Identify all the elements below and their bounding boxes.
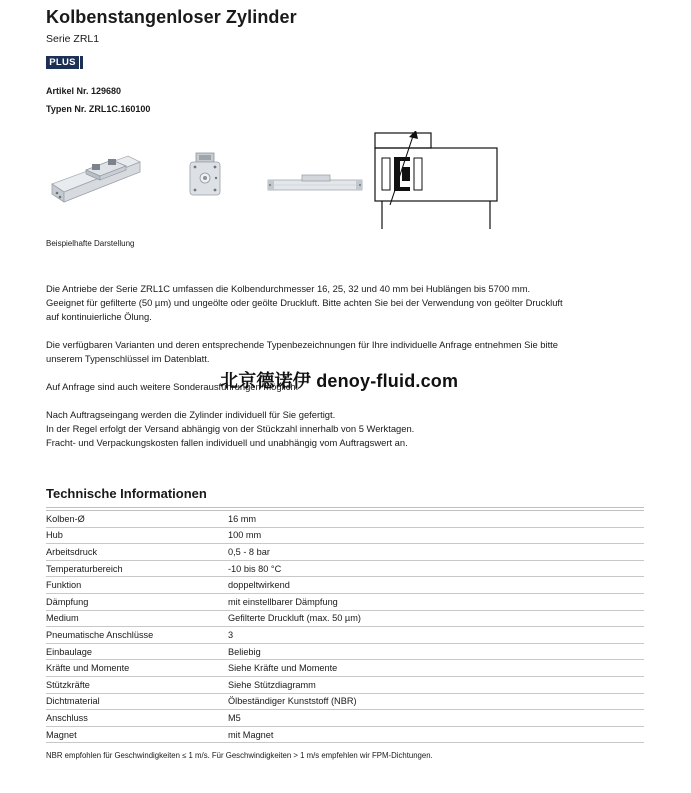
spec-value: Gefilterte Druckluft (max. 50 µm)	[228, 610, 644, 627]
cylinder-isometric-image	[48, 150, 142, 206]
table-row	[46, 693, 644, 710]
description-paragraph-4	[46, 408, 646, 450]
spec-key: Kräfte und Momente	[46, 660, 228, 677]
table-row	[46, 527, 644, 544]
table-row	[46, 593, 644, 610]
spec-key: Temperaturbereich	[46, 560, 228, 577]
description-line: Nach Auftragseingang werden die Zylinder individuell für Sie gefertigt.	[46, 409, 336, 420]
spec-value: 0,5 - 8 bar	[228, 544, 644, 561]
footnote: NBR empfohlen für Geschwindigkeiten ≤ 1 m/s. Für Geschwindigkeiten > 1 m/s empfehlen wir FPM-Dichtungen.	[46, 751, 433, 760]
cylinder-end-view-image	[188, 152, 222, 198]
spec-key: Medium	[46, 610, 228, 627]
spec-key: Magnet	[46, 726, 228, 743]
table-row	[46, 710, 644, 727]
spec-value: 3	[228, 627, 644, 644]
description-line: In der Regel erfolgt der Versand abhängig von der Stückzahl innerhalb von 5 Werktagen.	[46, 423, 415, 434]
table-row	[46, 511, 644, 527]
series-label: Serie ZRL1	[46, 33, 100, 45]
table-row	[46, 676, 644, 693]
description-line: Geeignet für gefilterte (50 µm) und ungeölte oder geölte Druckluft. Bitte achten Sie bei der Verwendung von geölter Druckluft	[46, 297, 563, 308]
spec-key: Stützkräfte	[46, 676, 228, 693]
spec-value: 100 mm	[228, 527, 644, 544]
spec-value: doppeltwirkend	[228, 577, 644, 594]
table-row	[46, 610, 644, 627]
spec-value: 16 mm	[228, 511, 644, 527]
tech-divider	[46, 507, 644, 508]
plus-badge-bar	[80, 56, 83, 69]
pneumatic-symbol	[372, 131, 502, 231]
tech-heading: Technische Informationen	[46, 486, 207, 501]
spec-value: mit einstellbarer Dämpfung	[228, 593, 644, 610]
article-number: Artikel Nr. 129680	[46, 86, 122, 96]
table-row	[46, 660, 644, 677]
image-caption: Beispielhafte Darstellung	[46, 239, 135, 248]
spec-value: M5	[228, 710, 644, 727]
spec-value: Siehe Stützdiagramm	[228, 676, 644, 693]
description-paragraph-2	[46, 338, 646, 366]
spec-table	[46, 511, 644, 743]
type-number: Typen Nr. ZRL1C.160100	[46, 104, 151, 114]
description-line: unserem Typenschlüssel im Datenblatt.	[46, 353, 210, 364]
description-line: Die Antriebe der Serie ZRL1C umfassen die Kolbendurchmesser 16, 25, 32 und 40 mm bei Hublängen bis 5700 mm.	[46, 283, 531, 294]
spec-key: Anschluss	[46, 710, 228, 727]
spec-key: Funktion	[46, 577, 228, 594]
watermark-text: 北京德诺伊 denoy-fluid.com	[220, 371, 459, 391]
description-line: Die verfügbaren Varianten und deren entsprechende Typenbezeichnungen für Ihre individuelle Anfrage entnehmen Sie bitte	[46, 339, 558, 350]
description-paragraph-1	[46, 282, 646, 324]
spec-key: Dämpfung	[46, 593, 228, 610]
description-line: Fracht- und Verpackungskosten fallen individuell und unabhängig vom Auftragswert an.	[46, 437, 408, 448]
spec-value: -10 bis 80 °C	[228, 560, 644, 577]
spec-key: Arbeitsdruck	[46, 544, 228, 561]
spec-value: mit Magnet	[228, 726, 644, 743]
spec-key: Dichtmaterial	[46, 693, 228, 710]
table-row	[46, 577, 644, 594]
spec-key: Einbaulage	[46, 643, 228, 660]
table-row	[46, 544, 644, 561]
description-line: auf kontinuierliche Ölung.	[46, 311, 152, 322]
spec-value: Ölbeständiger Kunststoff (NBR)	[228, 693, 644, 710]
spec-key: Hub	[46, 527, 228, 544]
plus-badge: PLUS	[46, 56, 79, 69]
spec-key: Pneumatische Anschlüsse	[46, 627, 228, 644]
page-title: Kolbenstangenloser Zylinder	[46, 7, 297, 27]
table-row	[46, 560, 644, 577]
table-row	[46, 643, 644, 660]
table-row	[46, 627, 644, 644]
spec-value: Beliebig	[228, 643, 644, 660]
spec-value: Siehe Kräfte und Momente	[228, 660, 644, 677]
spec-key: Kolben-Ø	[46, 511, 228, 527]
table-row	[46, 726, 644, 743]
description-line: Auf Anfrage sind auch weitere Sonderausführungen möglich.	[46, 381, 299, 392]
cylinder-side-view-image	[266, 172, 364, 196]
